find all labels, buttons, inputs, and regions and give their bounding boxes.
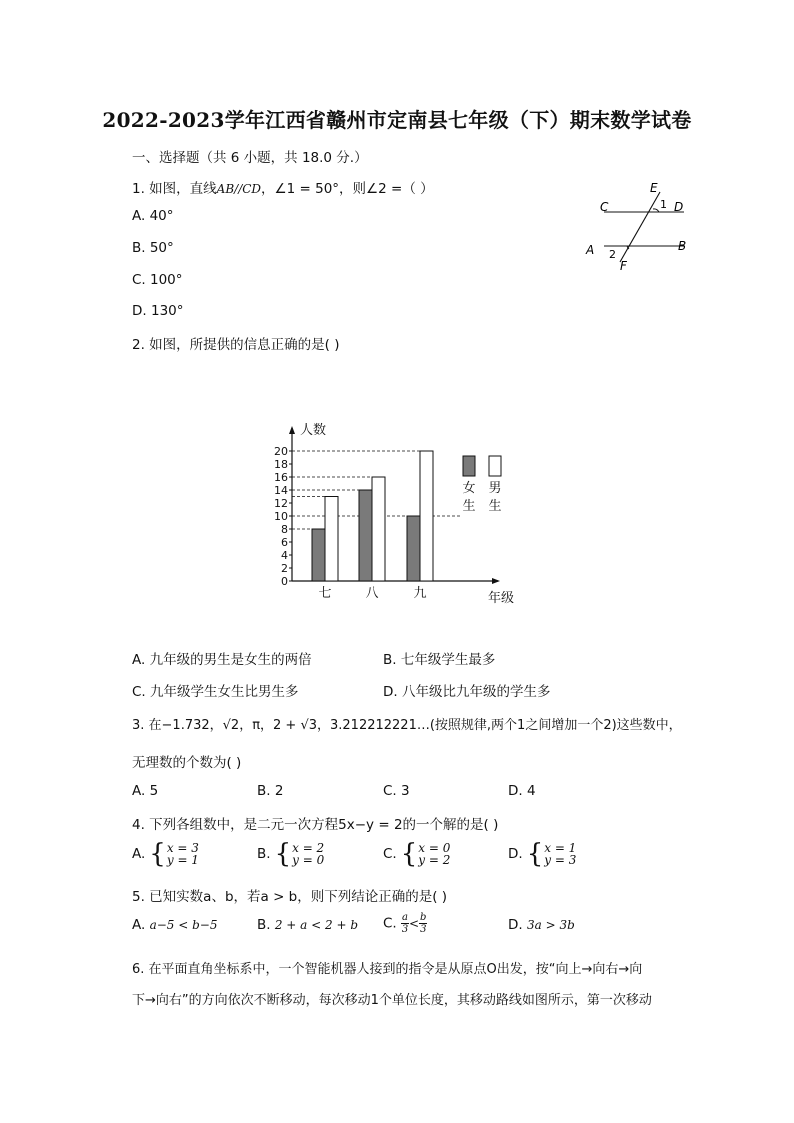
y-tick-label: 12	[274, 497, 288, 510]
bar-male	[420, 451, 433, 581]
y-tick-label: 6	[281, 536, 288, 549]
equation-x: x = 1	[544, 841, 577, 855]
question-3-option-d: D. 4	[508, 783, 536, 799]
question-1-option-b: B. 50°	[132, 240, 174, 256]
equation-x: x = 3	[166, 841, 199, 855]
label-e: E	[650, 181, 658, 195]
question-2-option-d: D. 八年级比九年级的学生多	[383, 684, 551, 700]
question-1	[132, 177, 434, 197]
y-tick-label: 0	[281, 575, 288, 588]
question-2: 2. 如图，所提供的信息正确的是( )	[132, 337, 340, 353]
question-5-option-d	[508, 917, 575, 933]
question-4: 4. 下列各组数中，是二元一次方程5x−y = 2的一个解的是( )	[132, 817, 499, 833]
equation-y: y = 3	[544, 853, 577, 867]
bar-male	[325, 497, 338, 582]
question-5: 5. 已知实数a、b，若a > b，则下列结论正确的是( )	[132, 889, 448, 905]
option-label: D.	[508, 846, 523, 862]
question-2-option-a: A. 九年级的男生是女生的两倍	[132, 652, 312, 668]
question-5-option-c	[383, 912, 427, 935]
legend-label-char: 生	[462, 499, 476, 514]
question-1-prefix: 1. 如图，直线	[132, 181, 217, 197]
legend-swatch-female	[463, 456, 475, 476]
question-4-option-d: D. { x = 1 y = 3	[508, 839, 577, 869]
y-tick-label: 14	[274, 484, 288, 497]
y-axis-label: 人数	[300, 423, 327, 438]
question-1-suffix: ，∠1 = 50°，则∠2 =（ ）	[261, 181, 434, 197]
bar-male	[372, 477, 385, 581]
bar-female	[359, 490, 372, 581]
label-angle-1: 1	[660, 198, 667, 211]
option-expression: 3a > 3b	[526, 918, 575, 932]
question-2-option-c: C. 九年级学生女生比男生多	[132, 684, 299, 700]
question-6-line-2: 下→向右”的方向依次不断移动，每次移动1个单位长度，其移动路线如图所示，第一次移动	[132, 993, 652, 1008]
question-3-option-b: B. 2	[257, 783, 284, 799]
option-label: D.	[508, 917, 523, 933]
question-2-option-b: B. 七年级学生最多	[383, 652, 496, 668]
exam-title: 2022-2023学年江西省赣州市定南县七年级（下）期末数学试卷	[102, 108, 692, 132]
question-3-option-c: C. 3	[383, 783, 410, 799]
question-4-option-a: A. { x = 3 y = 1	[132, 839, 199, 869]
fraction-a-over-3: $\frac{a}{3}$	[401, 912, 409, 935]
parallel-lines-figure	[580, 176, 700, 276]
label-angle-2: 2	[609, 248, 616, 261]
question-4-option-b: B. { x = 2 y = 0	[257, 839, 325, 869]
option-label: B.	[257, 846, 271, 862]
y-tick-label: 8	[281, 523, 288, 536]
fraction-b-over-3: $\frac{b}{3}$	[420, 912, 427, 935]
y-tick-label: 2	[281, 562, 288, 575]
y-tick-label: 18	[274, 458, 288, 471]
y-tick-label: 16	[274, 471, 288, 484]
question-3-line-1: 3. 在−1.732，√2，π，2 + √3，3.212212221…(按照规律,两个1之间增加一个2)这些数中，	[132, 718, 682, 733]
label-c: C	[600, 200, 609, 214]
y-axis-arrow	[289, 426, 295, 434]
y-tick-label: 20	[274, 445, 288, 458]
legend-label-char: 生	[488, 499, 502, 514]
x-category-label: 九	[413, 586, 427, 601]
y-tick-label: 4	[281, 549, 288, 562]
question-1-option-c: C. 100°	[132, 272, 183, 288]
label-b: B	[678, 239, 687, 253]
bar-female	[407, 516, 420, 581]
question-5-option-b	[257, 917, 358, 933]
relation-symbol: <	[408, 916, 420, 931]
option-label: C.	[383, 846, 397, 862]
option-expression: 2 + a < 2 + b	[274, 918, 359, 932]
x-category-label: 七	[318, 586, 332, 601]
y-tick-label: 10	[274, 510, 288, 523]
option-label: A.	[132, 846, 146, 862]
line-ef	[620, 192, 660, 262]
question-1-math: AB//CD	[216, 182, 262, 196]
option-expression: a−5 < b−5	[149, 918, 218, 932]
option-label: A.	[132, 917, 146, 933]
question-4-option-c: C. { x = 0 y = 2	[383, 839, 451, 869]
x-axis-arrow	[492, 578, 500, 584]
question-6-line-1: 6. 在平面直角坐标系中，一个智能机器人接到的指令是从原点O出发，按“向上→向右→向	[132, 962, 643, 977]
question-3-line-2: 无理数的个数为( )	[132, 755, 242, 771]
bar-female	[312, 529, 325, 581]
question-1-option-a: A. 40°	[132, 208, 174, 224]
legend-swatch-male	[489, 456, 501, 476]
equation-y: y = 0	[292, 853, 325, 867]
question-5-option-a	[132, 917, 218, 933]
question-1-option-d: D. 130°	[132, 303, 184, 319]
bar-chart	[270, 418, 530, 608]
legend-label-char: 女	[462, 481, 476, 496]
equation-y: y = 1	[166, 853, 199, 867]
equation-y: y = 2	[418, 853, 451, 867]
equation-x: x = 2	[292, 841, 325, 855]
x-axis-label: 年级	[488, 591, 515, 606]
label-d: D	[674, 200, 684, 214]
label-f: F	[620, 259, 627, 273]
section-heading: 一、选择题（共 6 小题，共 18.0 分.）	[132, 150, 368, 166]
option-label: B.	[257, 917, 271, 933]
equation-x: x = 0	[418, 841, 451, 855]
legend-label-char: 男	[488, 481, 502, 496]
x-category-label: 八	[365, 586, 379, 601]
label-a: A	[586, 243, 595, 257]
option-label: C.	[383, 915, 397, 932]
question-3-option-a: A. 5	[132, 783, 159, 799]
